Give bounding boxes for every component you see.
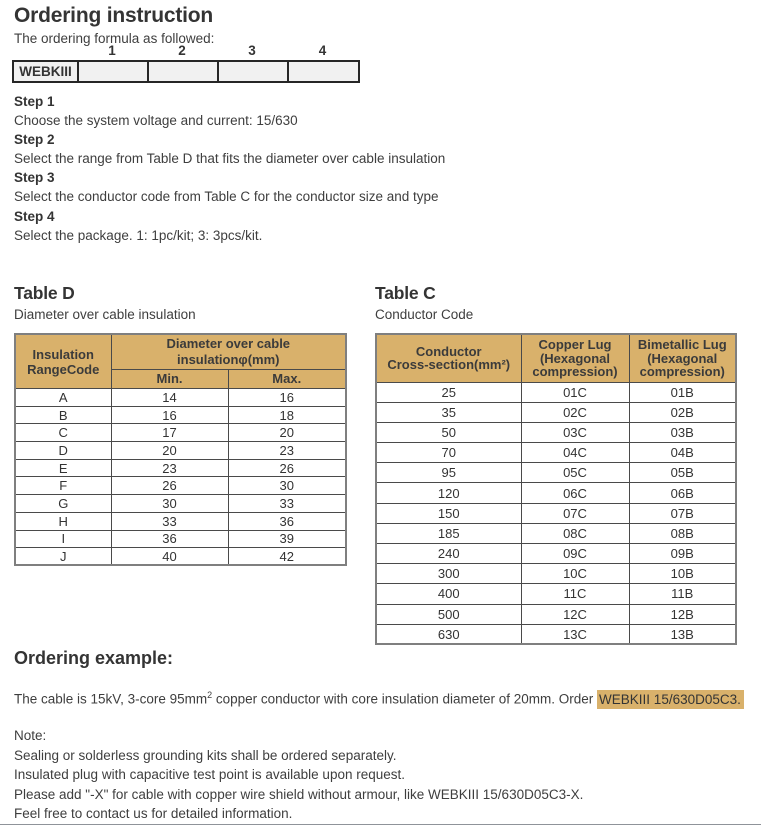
table-cell: H xyxy=(15,512,111,530)
page-title: Ordering instruction xyxy=(14,4,214,27)
example-text-before: The cable is 15kV, 3-core 95mm xyxy=(14,691,208,707)
table-cell: 30 xyxy=(111,495,228,513)
header-line: (Hexagonal xyxy=(539,350,611,366)
table-c-subtitle: Conductor Code xyxy=(375,307,474,322)
table-cell: 120 xyxy=(376,483,521,503)
table-row xyxy=(15,512,346,530)
table-cell: 12C xyxy=(521,604,629,624)
table-row xyxy=(376,503,736,523)
table-row xyxy=(376,523,736,543)
table-row xyxy=(376,624,736,644)
table-cell: 40 xyxy=(111,548,228,566)
table-cell: 30 xyxy=(228,477,346,495)
table-row xyxy=(376,382,736,402)
header-line: Conductor xyxy=(415,343,482,359)
table-header-row xyxy=(376,334,736,382)
header-line: compression) xyxy=(532,364,618,379)
table-row xyxy=(13,61,359,82)
table-row xyxy=(15,406,346,424)
order-code-highlight: WEBKIII 15/630D05C3. xyxy=(597,690,744,709)
table-cell: 02B xyxy=(629,402,736,422)
header-line: Insulation xyxy=(32,346,94,362)
header-line: compression) xyxy=(639,364,725,379)
table-cell: 11B xyxy=(629,584,736,604)
table-c-section xyxy=(375,283,737,645)
table-row xyxy=(376,604,736,624)
table-cell: 42 xyxy=(228,548,346,566)
table-row xyxy=(376,584,736,604)
column-header-copper-lug xyxy=(521,334,629,382)
superscript-2: 2 xyxy=(207,690,213,700)
table-row xyxy=(15,389,346,407)
table-cell: 20 xyxy=(228,424,346,442)
table-cell: 09C xyxy=(521,544,629,564)
step-2-text: Select the range from Table D that fits the diameter over cable insulation xyxy=(14,151,446,167)
step-3-text: Select the conductor code from Table C for the conductor size and type xyxy=(14,189,439,205)
note-line-4: Feel free to contact us for detailed information. xyxy=(14,806,293,822)
table-cell: 01B xyxy=(629,382,736,402)
table-row xyxy=(376,422,736,442)
table-cell: 05B xyxy=(629,463,736,483)
formula-blank-cell-3 xyxy=(218,61,288,82)
position-number-4: 4 xyxy=(318,43,327,58)
table-cell: 18 xyxy=(228,406,346,424)
table-cell: 07C xyxy=(521,503,629,523)
table-cell: 70 xyxy=(376,443,521,463)
table-cell: 13C xyxy=(521,624,629,644)
table-c xyxy=(375,333,737,645)
table-cell: 04B xyxy=(629,443,736,463)
table-d-title: Table D xyxy=(14,283,75,303)
header-line: Copper Lug xyxy=(538,337,612,352)
formula-blank-cell-1 xyxy=(78,61,148,82)
table-cell: 185 xyxy=(376,523,521,543)
table-row xyxy=(376,443,736,463)
table-cell: A xyxy=(15,389,111,407)
table-cell: F xyxy=(15,477,111,495)
table-cell: 12B xyxy=(629,604,736,624)
table-cell: 01C xyxy=(521,382,629,402)
table-cell: 36 xyxy=(228,512,346,530)
table-d-body xyxy=(15,389,346,566)
table-cell: B xyxy=(15,406,111,424)
table-cell: 10C xyxy=(521,564,629,584)
table-cell: 35 xyxy=(376,402,521,422)
table-row xyxy=(376,463,736,483)
note-line-3: Please add "-X" for cable with copper wire shield without armour, like WEBKIII 15/630D05C3-X. xyxy=(14,786,584,802)
table-cell: 14 xyxy=(111,389,228,407)
table-cell: 16 xyxy=(228,389,346,407)
step-4-text: Select the package. 1: 1pc/kit; 3: 3pcs/kit. xyxy=(14,227,263,243)
header-line: (Hexagonal xyxy=(647,350,718,366)
table-row xyxy=(376,483,736,503)
table-row xyxy=(376,564,736,584)
page-bottom-divider xyxy=(0,824,761,825)
table-cell: D xyxy=(15,442,111,460)
steps-section xyxy=(14,92,445,245)
step-1-label: Step 1 xyxy=(14,94,55,109)
column-header-bimetallic-lug xyxy=(629,334,736,382)
table-c-title: Table C xyxy=(375,283,436,303)
step-2-label: Step 2 xyxy=(14,132,55,148)
formula-prefix-cell: WEBKIII xyxy=(13,61,78,82)
formula-intro-text: The ordering formula as followed: xyxy=(14,31,215,46)
table-header-row xyxy=(15,334,346,370)
formula-blank-cell-2 xyxy=(148,61,218,82)
table-cell: 03C xyxy=(521,422,629,442)
header-line: Cross-section(mm²) xyxy=(387,357,511,373)
example-text-mid: copper conductor with core insulation diameter of 20mm. Order xyxy=(212,691,598,707)
table-row xyxy=(15,477,346,495)
table-cell: 95 xyxy=(376,463,521,483)
table-cell: 08B xyxy=(629,523,736,543)
step-4-label: Step 4 xyxy=(14,208,55,224)
table-cell: 23 xyxy=(228,442,346,460)
column-header-diameter-span: Diameter over cable insulationφ(mm) xyxy=(111,334,346,370)
table-cell: 04C xyxy=(521,443,629,463)
table-cell: C xyxy=(15,424,111,442)
table-cell: 50 xyxy=(376,422,521,442)
table-cell: 02C xyxy=(521,402,629,422)
table-cell: 10B xyxy=(629,564,736,584)
table-cell: 07B xyxy=(629,503,736,523)
table-cell: 06C xyxy=(521,483,629,503)
table-cell: 630 xyxy=(376,624,521,644)
table-cell: 33 xyxy=(111,512,228,530)
position-number-1: 1 xyxy=(108,43,116,58)
table-cell: 09B xyxy=(629,544,736,564)
position-number-3: 3 xyxy=(248,43,256,58)
table-cell: 05C xyxy=(521,463,629,483)
note-line-1: Sealing or solderless grounding kits shall be ordered separately. xyxy=(14,747,397,763)
position-number-2: 2 xyxy=(178,43,186,58)
table-cell: 400 xyxy=(376,584,521,604)
column-header-max: Max. xyxy=(228,370,346,389)
table-cell: 23 xyxy=(111,459,228,477)
table-row xyxy=(15,424,346,442)
table-cell: 06B xyxy=(629,483,736,503)
step-3-label: Step 3 xyxy=(14,170,55,186)
table-cell: 500 xyxy=(376,604,521,624)
formula-position-numbers xyxy=(12,43,360,58)
table-d xyxy=(14,333,347,566)
table-row xyxy=(15,442,346,460)
table-cell: 240 xyxy=(376,544,521,564)
table-cell: 16 xyxy=(111,406,228,424)
formula-blank-cell-4 xyxy=(288,61,359,82)
column-header-min: Min. xyxy=(111,370,228,389)
table-cell: 03B xyxy=(629,422,736,442)
table-cell: 36 xyxy=(111,530,228,548)
step-1-text: Choose the system voltage and current: 15/630 xyxy=(14,113,298,129)
header-line: Bimetallic Lug xyxy=(637,337,727,352)
table-row xyxy=(15,495,346,513)
table-cell: 150 xyxy=(376,503,521,523)
ordering-example-text xyxy=(14,690,744,707)
table-c-body xyxy=(376,382,736,644)
table-cell: 13B xyxy=(629,624,736,644)
table-d-subtitle: Diameter over cable insulation xyxy=(14,307,196,322)
table-row xyxy=(15,459,346,477)
column-header-insulation-range-code xyxy=(15,334,111,389)
table-cell: 08C xyxy=(521,523,629,543)
table-row xyxy=(376,544,736,564)
note-label: Note: xyxy=(14,728,47,743)
table-cell: 17 xyxy=(111,424,228,442)
table-cell: G xyxy=(15,495,111,513)
table-row xyxy=(15,530,346,548)
table-cell: J xyxy=(15,548,111,566)
table-cell: 26 xyxy=(228,459,346,477)
header-line: RangeCode xyxy=(27,361,100,377)
table-row xyxy=(376,402,736,422)
table-cell: 20 xyxy=(111,442,228,460)
ordering-example-title: Ordering example: xyxy=(14,648,174,668)
table-cell: 33 xyxy=(228,495,346,513)
table-d-section xyxy=(14,283,347,566)
table-cell: 300 xyxy=(376,564,521,584)
note-line-2: Insulated plug with capacitive test point is available upon request. xyxy=(14,767,405,783)
column-header-conductor-cross-section xyxy=(376,334,521,382)
notes-section xyxy=(14,726,583,824)
ordering-formula-table xyxy=(12,60,360,83)
table-row xyxy=(15,548,346,566)
table-cell: 39 xyxy=(228,530,346,548)
table-cell: I xyxy=(15,530,111,548)
table-cell: 26 xyxy=(111,477,228,495)
table-cell: E xyxy=(15,459,111,477)
table-cell: 11C xyxy=(521,584,629,604)
position-spacer xyxy=(12,43,77,58)
table-cell: 25 xyxy=(376,382,521,402)
